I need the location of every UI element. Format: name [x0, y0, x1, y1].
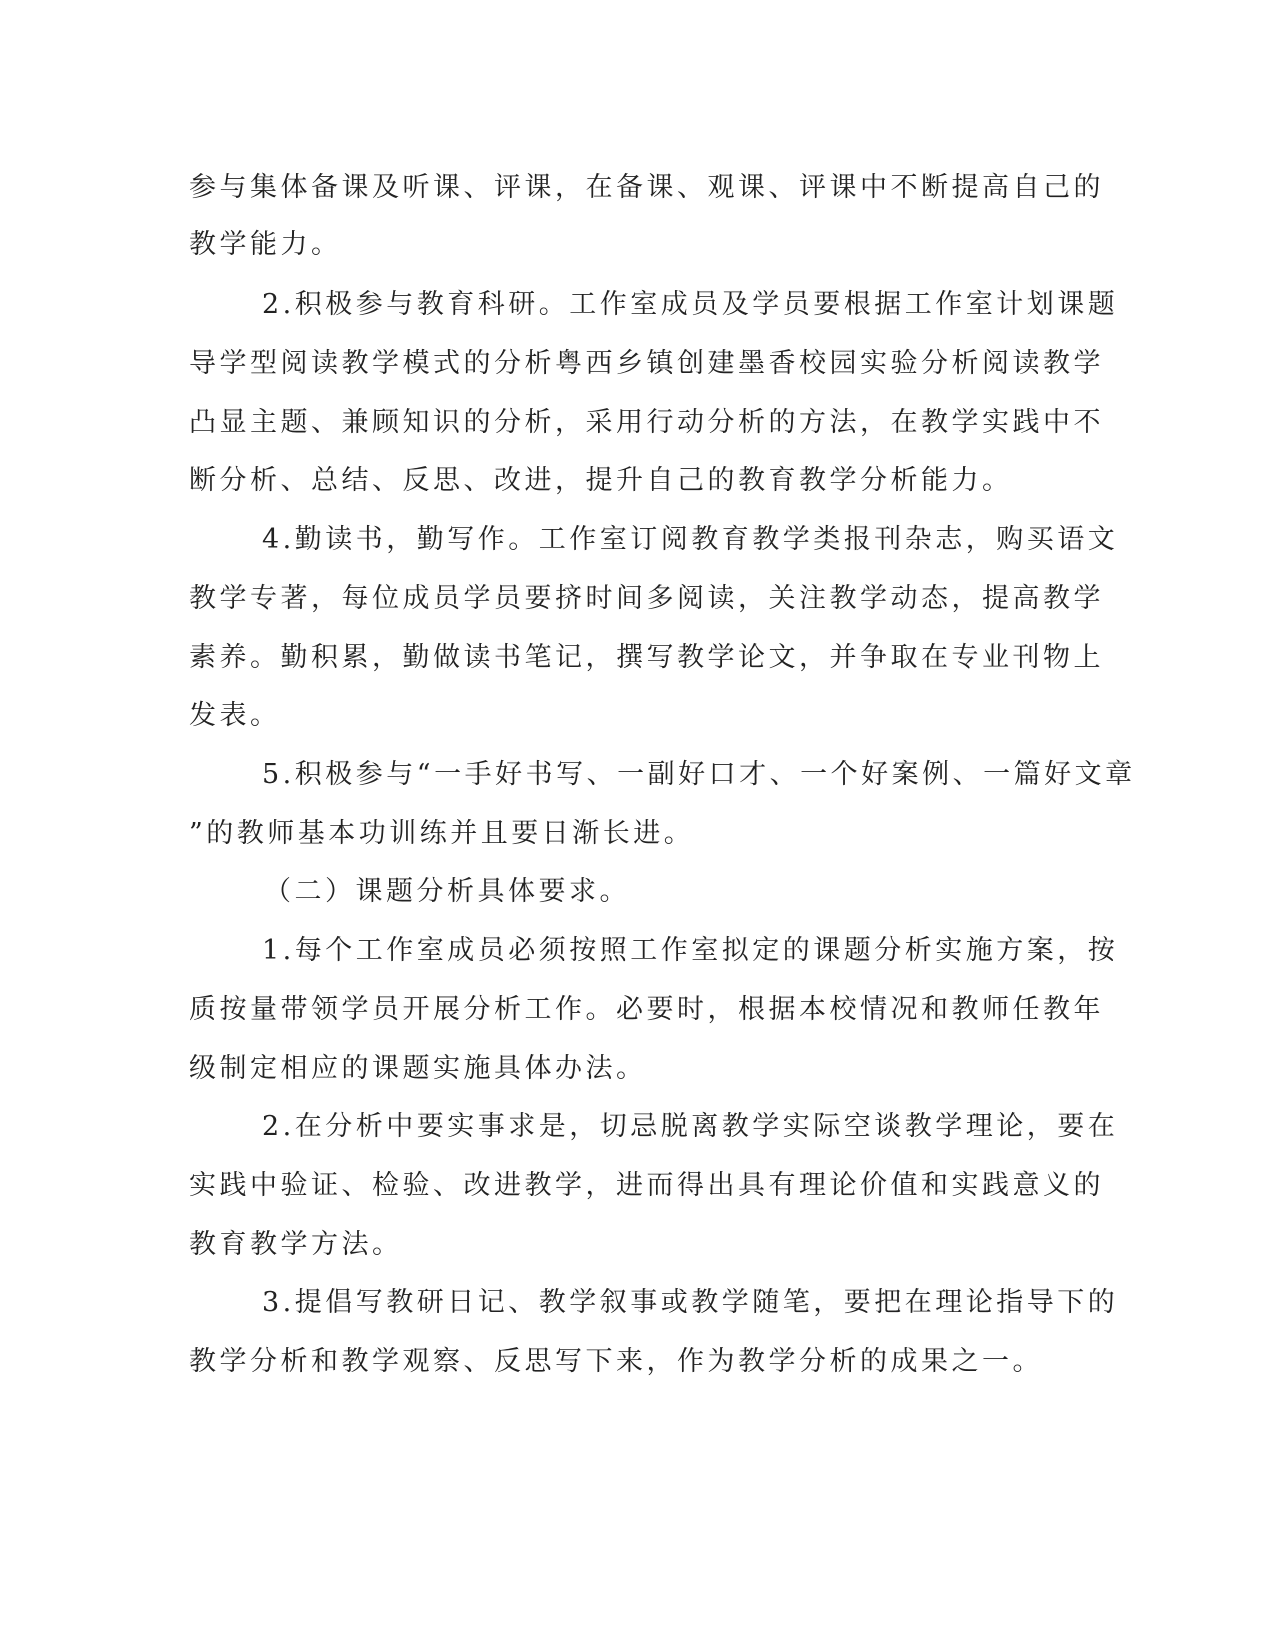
text-line: 导学型阅读教学模式的分析粤西乡镇创建墨香校园实验分析阅读教学: [189, 348, 1104, 379]
text-line: 断分析、总结、反思、改进，提升自己的教育教学分析能力。: [189, 465, 1013, 496]
requirement-item-2: 2.在分析中要实事求是，切忌脱离教学实际空谈教学理论，要在: [262, 1111, 1119, 1142]
text-line: 实践中验证、检验、改进教学，进而得出具有理论价值和实践意义的: [189, 1170, 1104, 1201]
text-line: 发表。: [189, 700, 281, 731]
text-line: 教学专著，每位成员学员要挤时间多阅读，关注教学动态，提高教学: [189, 583, 1104, 614]
text-line: 素养。勤积累，勤做读书笔记，撰写教学论文，并争取在专业刊物上: [189, 642, 1104, 673]
text-line: 教学分析和教学观察、反思写下来，作为教学分析的成果之一。: [189, 1346, 1043, 1377]
text-line: 凸显主题、兼顾知识的分析，采用行动分析的方法，在教学实践中不: [189, 407, 1104, 438]
requirement-item-1: 1.每个工作室成员必须按照工作室拟定的课题分析实施方案，按: [262, 935, 1119, 966]
paragraph-item-4: 4.勤读书，勤写作。工作室订阅教育教学类报刊杂志，购买语文: [262, 524, 1119, 555]
text-line: 参与集体备课及听课、评课，在备课、观课、评课中不断提高自己的: [189, 172, 1104, 203]
paragraph-item-5: 5.积极参与“一手好书写、一副好口才、一个好案例、一篇好文章: [262, 759, 1136, 790]
requirement-item-3: 3.提倡写教研日记、教学叙事或教学随笔，要把在理论指导下的: [262, 1287, 1119, 1318]
paragraph-item-2: 2.积极参与教育科研。工作室成员及学员要根据工作室计划课题: [262, 289, 1119, 320]
text-line: ”的教师基本功训练并且要日渐长进。: [189, 818, 695, 849]
text-line: 教育教学方法。: [189, 1229, 403, 1260]
text-line: 级制定相应的课题实施具体办法。: [189, 1053, 647, 1084]
text-line: 质按量带领学员开展分析工作。必要时，根据本校情况和教师任教年: [189, 994, 1104, 1025]
section-heading: （二）课题分析具体要求。: [264, 876, 630, 907]
text-line: 教学能力。: [189, 229, 342, 260]
